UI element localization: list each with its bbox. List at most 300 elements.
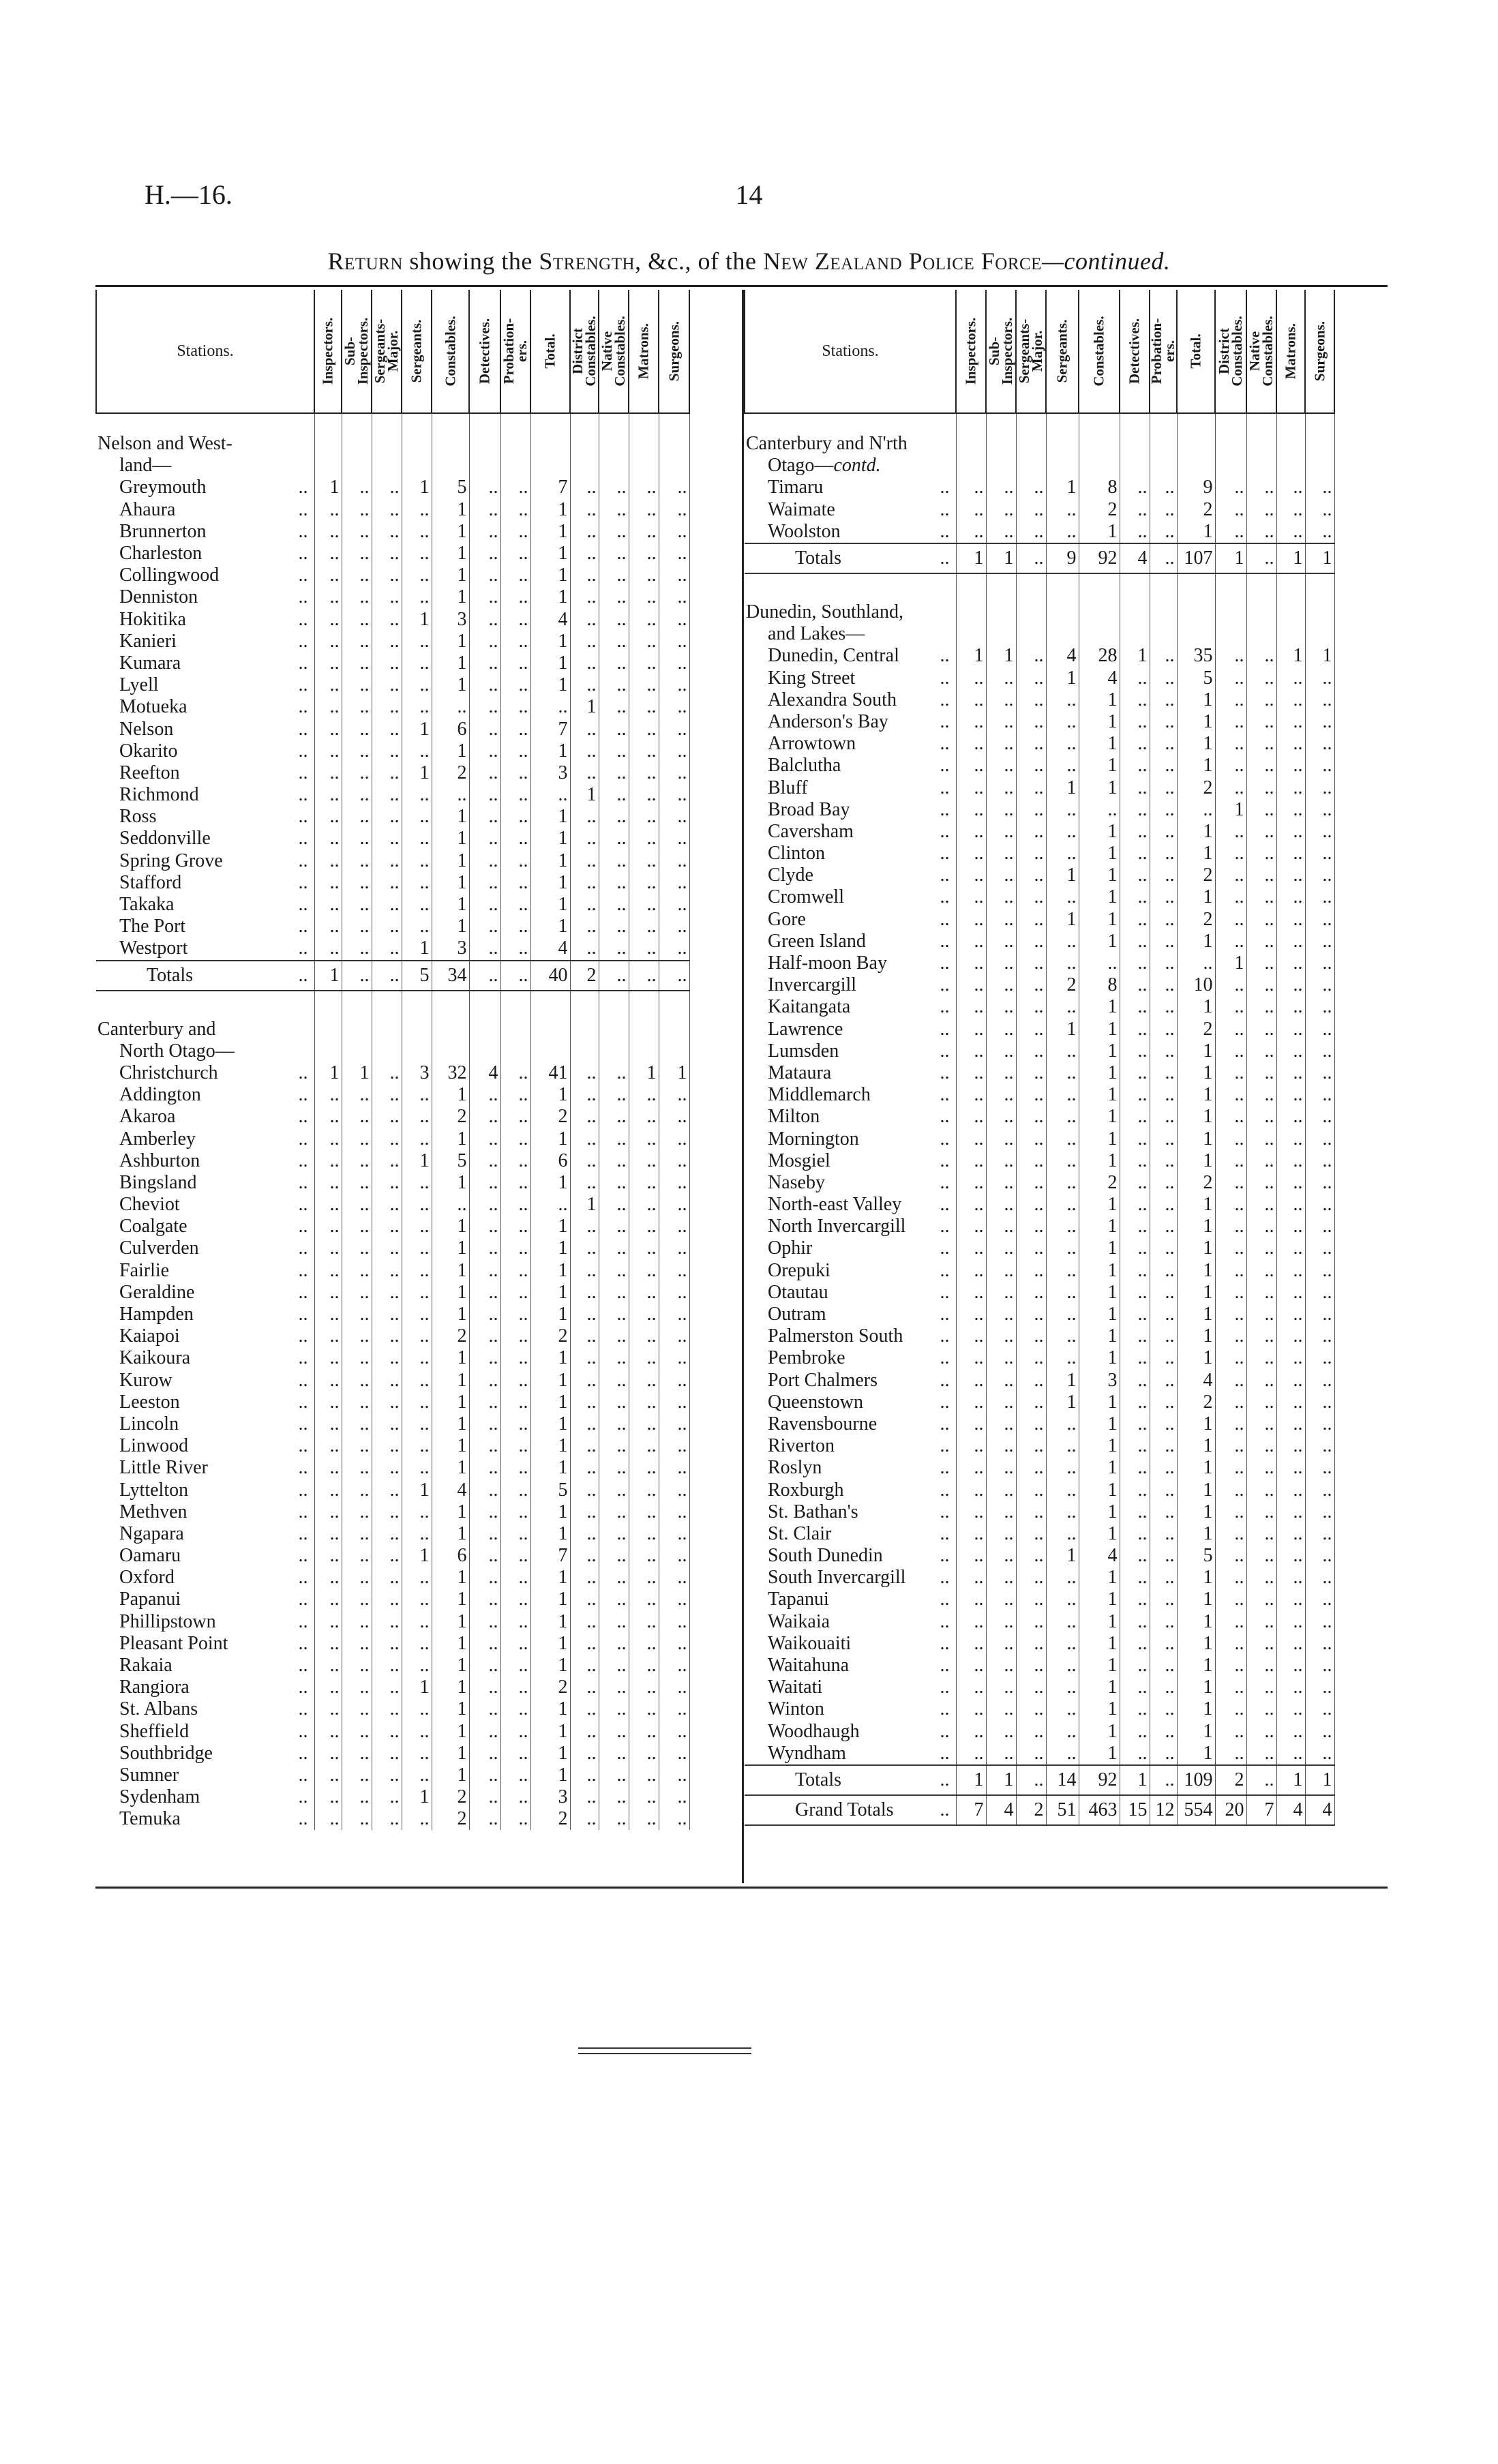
leader-dots: ..: [298, 565, 308, 586]
value-cell: ..: [986, 1721, 1016, 1743]
leader-dots: ..: [298, 1150, 308, 1171]
station-name-text: Ngapara: [119, 1522, 184, 1544]
value-cell: ..: [1150, 1501, 1177, 1523]
value-cell: ..: [1120, 1062, 1150, 1084]
value-cell: ..: [570, 718, 599, 740]
value-cell: 1: [1046, 865, 1079, 886]
value-cell: ..: [956, 1216, 986, 1237]
value-cell: ..: [1016, 521, 1046, 543]
table-row: [96, 937, 689, 960]
value-cell: ..: [1046, 1237, 1079, 1259]
value-cell: ..: [570, 740, 599, 762]
station-name-text: Gore: [768, 908, 806, 930]
value-cell: ..: [1246, 1106, 1276, 1128]
value-cell: ..: [1305, 996, 1334, 1018]
value-cell: ..: [570, 565, 599, 586]
value-cell: ..: [659, 1084, 689, 1106]
value-cell: ..: [629, 1808, 659, 1830]
table-row: [96, 850, 689, 872]
region-heading-cont: [96, 455, 689, 477]
value-cell: ..: [986, 499, 1016, 521]
leader-dots: ..: [940, 710, 950, 732]
empty-cell: [314, 1019, 342, 1040]
value-cell: ..: [986, 1677, 1016, 1698]
value-cell: ..: [500, 961, 530, 991]
value-cell: ..: [372, 1062, 402, 1084]
value-cell: ..: [1120, 477, 1150, 498]
value-cell: ..: [1246, 755, 1276, 777]
table-row: [745, 521, 1334, 543]
station-name-text: Naseby: [768, 1171, 825, 1193]
value-cell: ..: [659, 1764, 689, 1786]
empty-cell: [1016, 455, 1046, 477]
leader-dots: ..: [940, 1040, 950, 1062]
value-cell: ..: [402, 1633, 432, 1655]
column-header-label: Matrons.: [635, 323, 652, 379]
empty-cell: [1079, 455, 1120, 477]
leader-dots: ..: [940, 1194, 950, 1216]
value-cell: ..: [500, 1282, 530, 1304]
value-cell: ..: [1016, 799, 1046, 821]
value-cell: ..: [629, 586, 659, 608]
value-cell: ..: [314, 1216, 342, 1237]
table-row: [96, 740, 689, 762]
empty-cell: [1177, 413, 1215, 433]
value-cell: ..: [570, 1282, 599, 1304]
empty-cell: [402, 455, 432, 477]
leader-dots: ..: [940, 755, 950, 777]
value-cell: 4: [432, 1479, 469, 1501]
leader-dots: ..: [298, 696, 308, 718]
station-name: [96, 1457, 314, 1479]
empty-cell: [956, 623, 986, 645]
value-cell: ..: [629, 1128, 659, 1150]
value-cell: ..: [1079, 952, 1120, 974]
value-cell: ..: [500, 1237, 530, 1259]
column-header-label: District Constables.: [569, 316, 599, 387]
value-cell: ..: [659, 872, 689, 894]
value-cell: ..: [956, 1040, 986, 1062]
value-cell: ..: [372, 521, 402, 543]
station-name-text: Invercargill: [768, 974, 857, 996]
empty-cell: [570, 413, 599, 433]
value-cell: ..: [1016, 1347, 1046, 1369]
value-cell: ..: [986, 1150, 1016, 1172]
column-header: [659, 290, 689, 413]
station-name-text: Lumsden: [768, 1040, 839, 1062]
value-cell: 1: [1177, 1523, 1215, 1545]
table-row: [745, 1611, 1334, 1633]
value-cell: ..: [1276, 1062, 1305, 1084]
value-cell: ..: [659, 1479, 689, 1501]
value-cell: ..: [1215, 1216, 1246, 1237]
value-cell: ..: [986, 821, 1016, 843]
value-cell: ..: [659, 1106, 689, 1128]
value-cell: ..: [1120, 931, 1150, 952]
value-cell: 1: [1079, 996, 1120, 1018]
station-name: [96, 1633, 314, 1655]
region-heading: [96, 433, 689, 455]
value-cell: 6: [432, 718, 469, 740]
value-cell: 1: [1276, 645, 1305, 667]
value-cell: ..: [1305, 1698, 1334, 1720]
value-cell: 1: [1046, 1545, 1079, 1567]
value-cell: 1: [432, 1084, 469, 1106]
empty-cell: [402, 1040, 432, 1062]
value-cell: ..: [599, 652, 629, 674]
value-cell: 2: [530, 1808, 570, 1830]
value-cell: ..: [402, 1435, 432, 1457]
leader-dots: ..: [298, 1325, 308, 1347]
column-header-label: Detectives.: [1126, 318, 1143, 385]
value-cell: ..: [1305, 733, 1334, 755]
value-cell: 1: [1079, 1655, 1120, 1677]
value-cell: ..: [402, 521, 432, 543]
empty-cell: [432, 413, 469, 433]
station-name-text: St. Bathan's: [768, 1501, 858, 1522]
value-cell: ..: [1016, 1304, 1046, 1325]
value-cell: ..: [986, 755, 1016, 777]
value-cell: 1: [1079, 1019, 1120, 1040]
leader-dots: ..: [940, 1479, 950, 1501]
empty-cell: [402, 433, 432, 455]
value-cell: ..: [342, 521, 372, 543]
value-cell: ..: [570, 1743, 599, 1764]
value-cell: ..: [659, 1194, 689, 1216]
value-cell: ..: [956, 1633, 986, 1655]
value-cell: ..: [1016, 843, 1046, 865]
value-cell: 1: [530, 1743, 570, 1764]
station-name-text: Charleston: [119, 543, 203, 565]
value-cell: ..: [1150, 1677, 1177, 1698]
value-cell: ..: [1150, 996, 1177, 1018]
table-row: [745, 1567, 1334, 1589]
station-name-text: Akaroa: [119, 1106, 176, 1128]
value-cell: 1: [956, 543, 986, 573]
table-row: [745, 843, 1334, 865]
empty-cell: [956, 601, 986, 623]
value-cell: ..: [1215, 667, 1246, 689]
value-cell: ..: [570, 1062, 599, 1084]
value-cell: 5: [530, 1479, 570, 1501]
leader-dots: ..: [940, 1018, 950, 1040]
value-cell: ..: [986, 931, 1016, 952]
empty-cell: [530, 991, 570, 1019]
station-name-text: Otautau: [768, 1281, 828, 1303]
leader-dots: ..: [940, 1677, 950, 1698]
title-force: New Zealand Police Force: [763, 247, 1042, 275]
column-header: [372, 290, 402, 413]
value-cell: ..: [314, 586, 342, 608]
value-cell: ..: [1120, 886, 1150, 908]
station-name: [96, 1128, 314, 1150]
value-cell: ..: [469, 1347, 500, 1369]
value-cell: ..: [342, 916, 372, 937]
value-cell: ..: [599, 1413, 629, 1435]
region-heading: [96, 1019, 689, 1040]
value-cell: ..: [500, 1216, 530, 1237]
leader-dots: ..: [298, 1347, 308, 1369]
value-cell: 1: [1177, 733, 1215, 755]
totals-label-text: Totals: [795, 1769, 842, 1790]
station-name: [96, 1589, 314, 1610]
value-cell: ..: [1305, 1479, 1334, 1501]
value-cell: ..: [500, 1457, 530, 1479]
value-cell: ..: [500, 1611, 530, 1633]
leader-dots: ..: [298, 1457, 308, 1479]
region-heading: [745, 433, 1334, 455]
value-cell: ..: [1246, 1347, 1276, 1369]
value-cell: 2: [432, 1325, 469, 1347]
empty-cell: [986, 413, 1016, 433]
value-cell: 1: [530, 1501, 570, 1523]
station-name-text: South Dunedin: [768, 1545, 883, 1567]
value-cell: ..: [956, 755, 986, 777]
value-cell: 1: [530, 1370, 570, 1392]
value-cell: ..: [1120, 1413, 1150, 1435]
value-cell: ..: [1305, 1172, 1334, 1194]
value-cell: ..: [599, 1347, 629, 1369]
value-cell: ..: [1046, 1655, 1079, 1677]
value-cell: ..: [469, 1304, 500, 1325]
value-cell: ..: [986, 1633, 1016, 1655]
value-cell: ..: [372, 1435, 402, 1457]
value-cell: ..: [372, 1260, 402, 1282]
column-header-label: Probation- ers.: [1148, 318, 1178, 385]
value-cell: ..: [1305, 1282, 1334, 1304]
empty-cell: [1150, 413, 1177, 433]
empty-cell: [986, 573, 1016, 601]
value-cell: ..: [342, 1150, 372, 1172]
station-name: [96, 1523, 314, 1545]
value-cell: ..: [342, 1413, 372, 1435]
value-cell: ..: [342, 543, 372, 565]
station-name-text: Kaitangata: [768, 996, 851, 1018]
value-cell: 1: [432, 1677, 469, 1698]
value-cell: ..: [372, 894, 402, 916]
value-cell: 4: [1177, 1370, 1215, 1392]
station-name: [96, 1677, 314, 1698]
value-cell: ..: [629, 961, 659, 991]
value-cell: ..: [402, 1282, 432, 1304]
value-cell: ..: [1276, 1567, 1305, 1589]
region-name-italic: contd.: [833, 455, 881, 477]
value-cell: ..: [1046, 1435, 1079, 1457]
header-stations: Stations.: [96, 290, 314, 413]
value-cell: ..: [599, 1501, 629, 1523]
value-cell: ..: [402, 1347, 432, 1369]
value-cell: ..: [1276, 799, 1305, 821]
station-name-text: Ophir: [768, 1237, 813, 1259]
value-cell: 3: [402, 1062, 432, 1084]
value-cell: ..: [342, 609, 372, 631]
leader-dots: ..: [298, 1610, 308, 1632]
value-cell: ..: [570, 1216, 599, 1237]
value-cell: ..: [570, 1633, 599, 1655]
value-cell: ..: [570, 937, 599, 960]
station-name: [96, 1655, 314, 1677]
value-cell: ..: [659, 806, 689, 828]
value-cell: ..: [1120, 1457, 1150, 1479]
value-cell: 1: [432, 894, 469, 916]
value-cell: 1: [402, 1545, 432, 1567]
station-name-text: Lincoln: [119, 1413, 179, 1434]
value-cell: ..: [372, 916, 402, 937]
station-name: [745, 1282, 956, 1304]
value-cell: ..: [1276, 1611, 1305, 1633]
value-cell: ..: [599, 1589, 629, 1610]
region-name-cont-text: land—: [119, 455, 172, 477]
station-name: [745, 1523, 956, 1545]
value-cell: 6: [530, 1150, 570, 1172]
value-cell: 1: [1177, 711, 1215, 733]
value-cell: ..: [1276, 1084, 1305, 1106]
value-cell: ..: [1215, 974, 1246, 996]
value-cell: ..: [570, 1501, 599, 1523]
station-name-text: North-east Valley: [768, 1194, 902, 1216]
value-cell: 1: [1177, 1040, 1215, 1062]
station-name-text: Riverton: [768, 1435, 835, 1457]
station-name-text: Seddonville: [119, 828, 211, 850]
totals-row: [96, 961, 689, 991]
table-row: [96, 1150, 689, 1172]
leader-dots: ..: [298, 937, 308, 959]
value-cell: 1: [432, 1457, 469, 1479]
value-cell: 1: [1177, 1413, 1215, 1435]
value-cell: ..: [1246, 1721, 1276, 1743]
empty-cell: [342, 455, 372, 477]
value-cell: ..: [372, 477, 402, 498]
station-name: [745, 1457, 956, 1479]
value-cell: ..: [1246, 1392, 1276, 1413]
value-cell: ..: [599, 1106, 629, 1128]
station-name-text: Coalgate: [119, 1216, 188, 1237]
value-cell: ..: [1120, 1370, 1150, 1392]
value-cell: ..: [1150, 667, 1177, 689]
value-cell: ..: [956, 1655, 986, 1677]
value-cell: ..: [1246, 1523, 1276, 1545]
empty-cell: [1177, 573, 1215, 601]
station-name: [745, 1655, 956, 1677]
station-name: [96, 1567, 314, 1589]
value-cell: ..: [599, 1698, 629, 1720]
table-row: [96, 1237, 689, 1259]
value-cell: ..: [469, 1370, 500, 1392]
empty-cell: [1276, 455, 1305, 477]
station-name: [96, 609, 314, 631]
value-cell: ..: [342, 1786, 372, 1808]
station-name-text: Waimate: [768, 498, 835, 520]
leader-dots: ..: [298, 498, 308, 520]
table-row: [96, 696, 689, 718]
value-cell: ..: [986, 1743, 1016, 1765]
value-cell: ..: [599, 850, 629, 872]
station-name-text: Alexandra South: [768, 689, 897, 710]
station-name-text: Christchurch: [119, 1062, 218, 1083]
leader-dots: ..: [940, 1237, 950, 1259]
value-cell: ..: [1120, 1216, 1150, 1237]
value-cell: ..: [570, 521, 599, 543]
value-cell: ..: [314, 1172, 342, 1194]
station-name: [745, 1392, 956, 1413]
page-number: 14: [735, 179, 763, 210]
region-name-text: Dunedin, Southland,: [746, 601, 903, 623]
value-cell: ..: [469, 586, 500, 608]
value-cell: ..: [1305, 1392, 1334, 1413]
station-name: [745, 1019, 956, 1040]
value-cell: ..: [1305, 1106, 1334, 1128]
value-cell: 7: [956, 1795, 986, 1825]
value-cell: 1: [1079, 1698, 1120, 1720]
value-cell: ..: [629, 609, 659, 631]
value-cell: ..: [314, 1545, 342, 1567]
value-cell: 554: [1177, 1795, 1215, 1825]
value-cell: ..: [342, 1764, 372, 1786]
value-cell: ..: [1276, 952, 1305, 974]
value-cell: ..: [956, 1150, 986, 1172]
station-name: [745, 1413, 956, 1435]
value-cell: ..: [1016, 1237, 1046, 1259]
value-cell: 7: [1246, 1795, 1276, 1825]
value-cell: ..: [1246, 1084, 1276, 1106]
value-cell: ..: [500, 1743, 530, 1764]
value-cell: 7: [530, 718, 570, 740]
column-header-label: Constables.: [442, 316, 458, 387]
value-cell: 1: [432, 1370, 469, 1392]
value-cell: ..: [469, 1501, 500, 1523]
table-row: [96, 1655, 689, 1677]
station-name-text: Kumara: [119, 652, 181, 674]
station-name-text: The Port: [119, 916, 186, 937]
value-cell: 1: [402, 718, 432, 740]
value-cell: 1: [1177, 755, 1215, 777]
region-name-text: Nelson and West-: [98, 433, 233, 455]
value-cell: ..: [599, 1808, 629, 1830]
empty-cell: [342, 1019, 372, 1040]
value-cell: ..: [402, 1698, 432, 1720]
leader-dots: ..: [298, 1304, 308, 1325]
table-row: [96, 1611, 689, 1633]
value-cell: ..: [1120, 733, 1150, 755]
value-cell: ..: [1246, 1633, 1276, 1655]
value-cell: ..: [1246, 1325, 1276, 1347]
station-name-text: Okarito: [119, 740, 178, 762]
value-cell: 1: [1046, 667, 1079, 689]
station-name-text: Fairlie: [119, 1259, 170, 1281]
station-name: [96, 1743, 314, 1764]
title-showing: showing the: [409, 247, 533, 275]
empty-cell: [570, 433, 599, 455]
value-cell: 1: [530, 1216, 570, 1237]
empty-cell: [432, 433, 469, 455]
value-cell: ..: [570, 872, 599, 894]
empty-cell: [1120, 601, 1150, 623]
value-cell: ..: [469, 565, 500, 586]
value-cell: 1: [1177, 1150, 1215, 1172]
value-cell: 1: [402, 1677, 432, 1698]
value-cell: ..: [1120, 1392, 1150, 1413]
empty-cell: [1120, 433, 1150, 455]
station-name-text: Clinton: [768, 843, 826, 865]
value-cell: ..: [372, 1589, 402, 1610]
leader-dots: ..: [940, 547, 950, 569]
value-cell: 1: [530, 1237, 570, 1259]
station-name: [96, 1392, 314, 1413]
value-cell: ..: [1276, 1457, 1305, 1479]
value-cell: ..: [1215, 1523, 1246, 1545]
empty-cell: [500, 413, 530, 433]
table-title: [0, 247, 1498, 275]
